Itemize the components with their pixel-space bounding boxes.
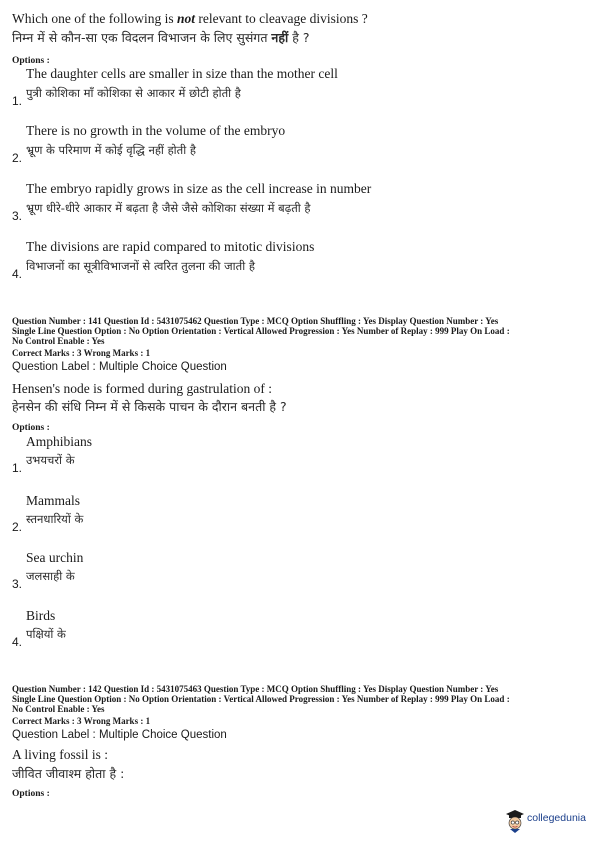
option-text-hindi: भ्रूण के परिमाण में कोई वृद्धि नहीं होती है: [26, 143, 196, 157]
question-emphasis: not: [176, 11, 195, 26]
option-number: 4.: [12, 635, 23, 649]
option-item: [12, 493, 585, 535]
option-text: Mammals: [26, 493, 80, 508]
question-text-hindi: हेनसेन की संधि निम्न में से किसके पाचन के दौरान बनती है ?: [12, 399, 287, 414]
option-text-hindi: स्तनधारियों के: [26, 512, 84, 526]
option-text-hindi: उभयचरों के: [26, 453, 75, 467]
question-text-part: relevant to cleavage divisions ?: [194, 11, 368, 26]
question-text-part: है ?: [288, 30, 310, 45]
option-number: 2.: [12, 151, 23, 165]
marks-info: Correct Marks : 3 Wrong Marks : 1: [12, 716, 151, 726]
option-text: The daughter cells are smaller in size than the mother cell: [26, 66, 338, 81]
question-meta: [12, 316, 585, 346]
option-text: Sea urchin: [26, 550, 84, 565]
option-item: [12, 434, 585, 476]
option-item: [12, 608, 585, 650]
meta-line: Question Number : 141 Question Id : 5431075462 Question Type : MCQ Option Shuffling : Yes Display Question Number : Yes: [12, 316, 499, 326]
option-text-hindi: पक्षियों के: [26, 627, 66, 641]
option-text: The embryo rapidly grows in size as the cell increase in number: [26, 181, 372, 196]
option-text-hindi: जलसाही के: [26, 569, 75, 583]
option-number: 1.: [12, 94, 23, 108]
question-text: Hensen's node is formed during gastrulation of :: [12, 381, 273, 396]
options-label: Options :: [12, 56, 50, 66]
meta-line: Single Line Question Option : No Option Orientation : Vertical Allowed Progression : Yes Number of Replay : 999 Play On Load :: [12, 694, 510, 704]
option-number: 3.: [12, 209, 23, 223]
question-text: A living fossil is :: [12, 747, 109, 762]
marks-info: Correct Marks : 3 Wrong Marks : 1: [12, 348, 151, 358]
option-item: [12, 66, 585, 110]
option-item: [12, 239, 585, 283]
graduate-mascot-icon: [505, 808, 525, 834]
option-text-hindi: विभाजनों का सूत्रीविभाजनों से त्वरित तुलना की जाती है: [26, 259, 255, 273]
option-item: [12, 550, 585, 592]
collegedunia-logo: [505, 806, 591, 836]
option-text-hindi: भ्रूण धीरे-धीरे आकार में बढ़ता है जैसे जैसे कोशिका संख्या में बढ़ती है: [26, 201, 311, 215]
option-number: 3.: [12, 577, 23, 591]
option-text: The divisions are rapid compared to mitotic divisions: [26, 239, 315, 254]
option-number: 4.: [12, 267, 23, 281]
brand-name: collegedunia: [527, 812, 586, 824]
option-text: Amphibians: [26, 434, 92, 449]
question-emphasis: नहीं: [271, 30, 289, 45]
option-text: Birds: [26, 608, 56, 623]
question-text-part: Which one of the following is: [12, 11, 177, 26]
options-label: Options :: [12, 423, 50, 433]
question-text-hindi: जीवित जीवाश्म होता है :: [12, 766, 125, 781]
question-label: Question Label : Multiple Choice Question: [12, 729, 227, 741]
option-number: 1.: [12, 461, 23, 475]
meta-line: Question Number : 142 Question Id : 5431075463 Question Type : MCQ Option Shuffling : Yes Display Question Number : Yes: [12, 684, 499, 694]
meta-line: No Control Enable : Yes: [12, 336, 105, 346]
option-number: 2.: [12, 520, 23, 534]
option-text-hindi: पुत्री कोशिका माँ कोशिका से आकार में छोटी होती है: [26, 86, 241, 100]
meta-line: No Control Enable : Yes: [12, 704, 105, 714]
options-label: Options :: [12, 789, 50, 799]
option-text: There is no growth in the volume of the embryo: [26, 123, 286, 138]
meta-line: Single Line Question Option : No Option Orientation : Vertical Allowed Progression : Yes Number of Replay : 999 Play On Load :: [12, 326, 510, 336]
question-meta: [12, 684, 585, 714]
option-item: [12, 181, 585, 225]
question-text-hindi: [12, 29, 585, 46]
option-item: [12, 123, 585, 167]
question-text: [12, 10, 585, 27]
question-label: Question Label : Multiple Choice Question: [12, 361, 227, 373]
question-text-part: निम्न में से कौन-सा एक विदलन विभाजन के लिए सुसंगत: [12, 30, 272, 45]
